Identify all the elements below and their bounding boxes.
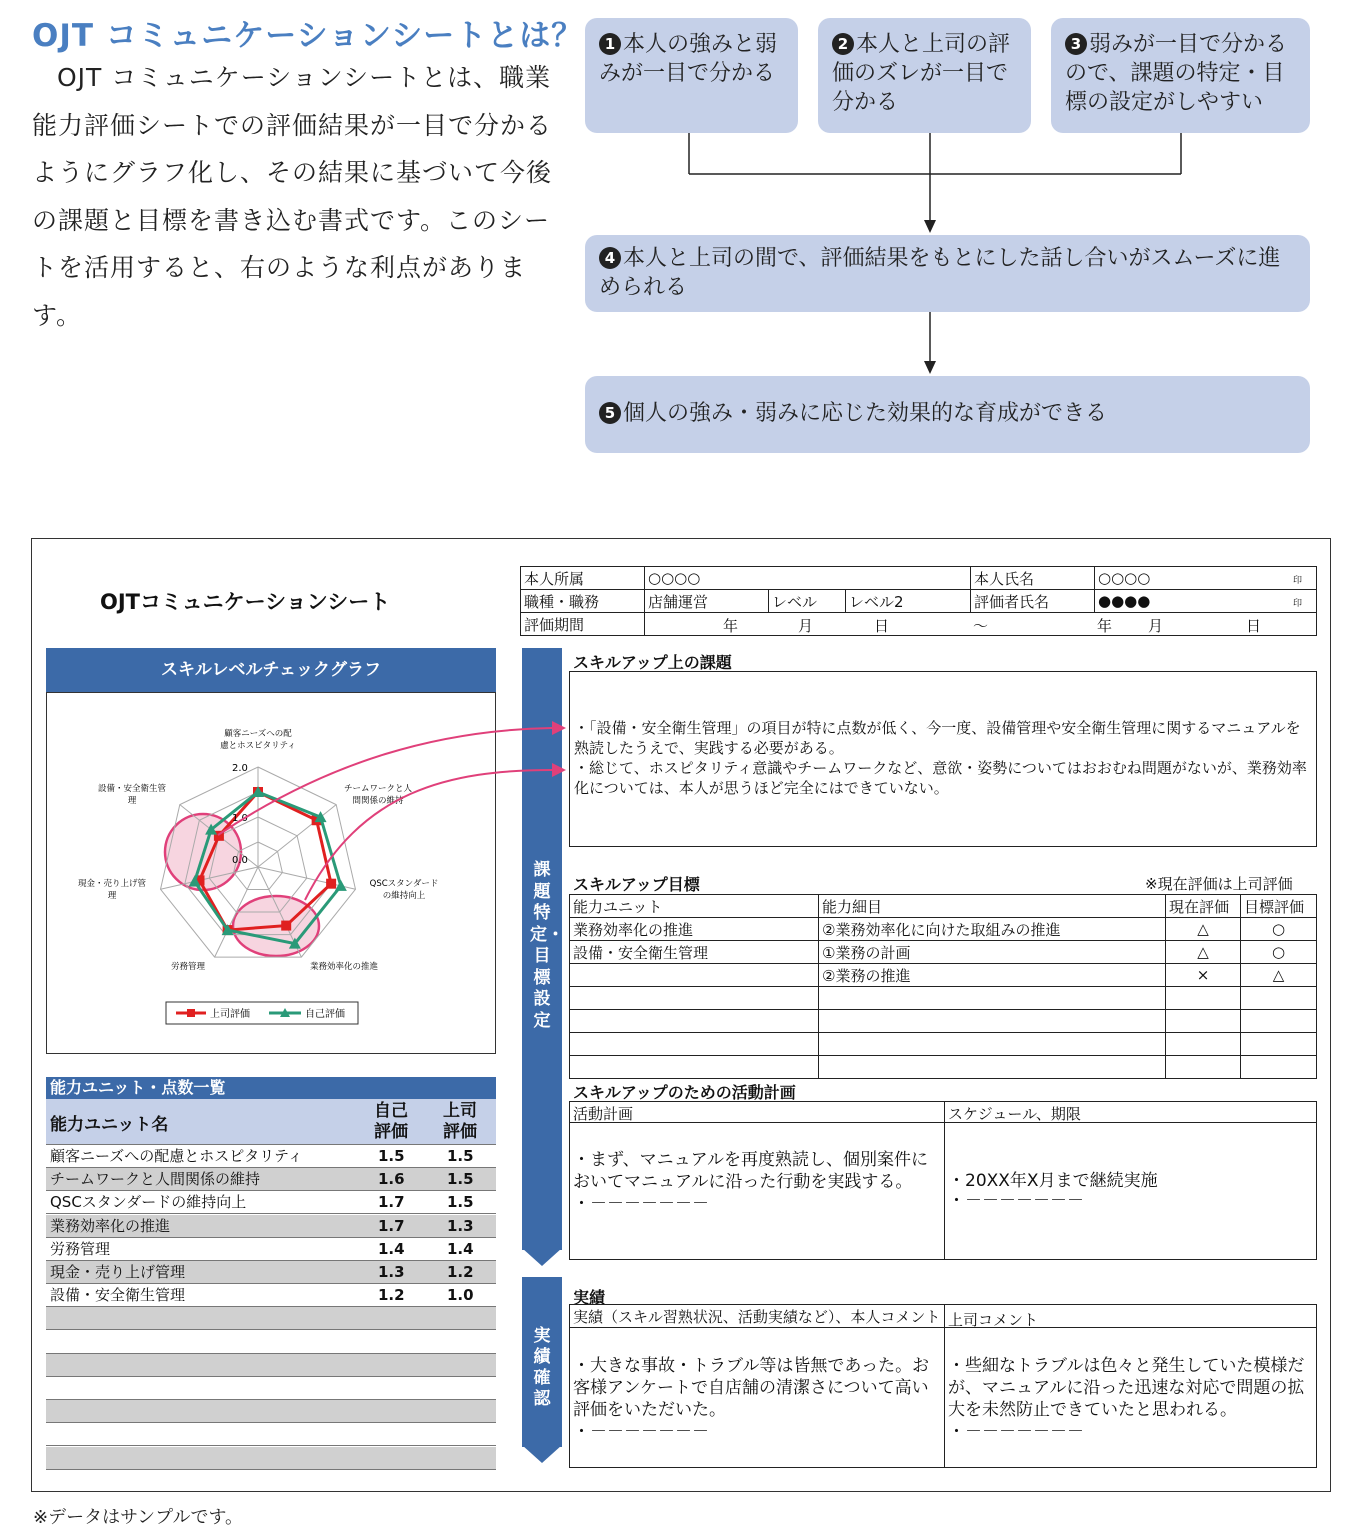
unit-self-score: 1.2 <box>378 1286 405 1305</box>
goals-cell: △ <box>1166 918 1241 941</box>
table-row <box>570 941 1317 964</box>
plan-dash-line: ・－－－－－－－ <box>573 1194 709 1214</box>
goals-cell: △ <box>1241 964 1317 987</box>
goals-cell: △ <box>1166 941 1241 964</box>
goals-cell <box>1241 987 1317 1010</box>
table-row <box>46 1238 496 1261</box>
period-month-from: 月 <box>798 617 814 635</box>
unit-boss-score: 1.5 <box>447 1147 474 1165</box>
table-row <box>570 964 1317 987</box>
unit-name: 顧客ニーズへの配慮とホスピタリティ <box>50 1147 303 1165</box>
unit-boss-score: 1.0 <box>447 1286 474 1305</box>
unit-boss-score: 1.5 <box>447 1193 474 1212</box>
boss-comment-line: ・些細なトラブルは色々と発生していた模様だが、マニュアルに沿った迅速な対応で問題の拡大を未然防止できていたと思われる。 <box>948 1356 1305 1420</box>
unit-name: 業務効率化の推進 <box>50 1216 171 1235</box>
goals-cell: 業務効率化の推進 <box>570 918 819 941</box>
goals-cell <box>819 987 1166 1010</box>
legend-boss-marker <box>187 1009 195 1017</box>
goals-col-detail: 能力細目 <box>819 895 1166 918</box>
goals-cell <box>1166 1010 1241 1033</box>
issues-box <box>569 671 1317 847</box>
number-2-icon: 2 <box>832 33 854 55</box>
goals-cell: ○ <box>1241 941 1317 964</box>
affiliation-value: ○○○○ <box>645 567 971 590</box>
goals-cell: ①業務の計画 <box>819 941 1166 964</box>
goals-cell <box>570 964 819 987</box>
period-year-to: 年 <box>1097 617 1113 635</box>
seal-mark: 印 <box>1292 576 1302 586</box>
unit-name: 現金・売り上げ管理 <box>50 1263 186 1281</box>
radar-axis-label: 労務管理 <box>170 962 206 972</box>
table-row <box>46 1331 496 1354</box>
arrow-down-icon <box>924 361 936 374</box>
plan-text <box>573 1149 933 1215</box>
unit-self-score: 1.5 <box>378 1147 405 1165</box>
unit-boss-score: 1.2 <box>447 1263 474 1281</box>
unit-self-score: 1.3 <box>378 1263 405 1281</box>
result-box <box>569 1304 1317 1468</box>
period-label: 評価期間 <box>521 613 645 636</box>
result-title: 実績 <box>573 1288 606 1307</box>
flow-text-3: 弱みが一目で分かるので、課題の特定・目標の設定がしやすい <box>1065 32 1288 115</box>
boss-dash-line: ・－－－－－－－ <box>948 1422 1084 1442</box>
table-row <box>46 1284 496 1307</box>
seal-mark: 印 <box>1292 599 1302 609</box>
goals-col-target: 目標評価 <box>1241 895 1317 918</box>
unit-self-score: 1.6 <box>378 1170 405 1189</box>
period-month-to: 月 <box>1148 617 1164 635</box>
graph-title: スキルレベルチェックグラフ <box>46 648 496 692</box>
table-row <box>46 1423 496 1446</box>
plan-col-schedule: スケジュール、期限 <box>948 1105 1081 1123</box>
table-row <box>46 1447 496 1470</box>
number-3-icon: 3 <box>1065 33 1087 55</box>
name-value: ○○○○ <box>1098 569 1151 587</box>
goals-col-current: 現在評価 <box>1166 895 1241 918</box>
table-row <box>570 1010 1317 1033</box>
radar-tick-label: 0.0 <box>232 855 248 866</box>
issue-line-1: ・「設備・安全衛生管理」の項目が特に点数が低く、今一度、設備管理や安全衛生管理に関するマニュアルを熟読したうえで、実践する必要がある。 <box>574 719 1301 757</box>
period-tilde: ～ <box>973 617 989 635</box>
goals-cell <box>1166 1033 1241 1056</box>
annotation-arrows <box>0 700 600 960</box>
band-result-label: 実績確認 <box>533 1326 551 1409</box>
plan-box <box>569 1101 1317 1260</box>
schedule-dash-line: ・－－－－－－－ <box>948 1191 1084 1211</box>
legend-self-label: 自己評価 <box>305 1009 345 1020</box>
goals-cell <box>1241 1056 1317 1079</box>
job-value: 店舗運営 <box>645 590 769 613</box>
radar-axis-label: チームワークと人間関係の維持 <box>343 784 413 806</box>
goals-note: ※現在評価は上司評価 <box>1145 875 1293 893</box>
table-row <box>46 1307 496 1330</box>
arrow-right-icon <box>552 721 566 735</box>
table-row <box>46 1354 496 1377</box>
goals-cell <box>1166 987 1241 1010</box>
table-row <box>46 1377 496 1400</box>
number-1-icon: 1 <box>599 33 621 55</box>
result-dash-line: ・－－－－－－－ <box>573 1422 709 1442</box>
flow-text-5: 個人の強み・弱みに応じた効果的な育成ができる <box>623 401 1108 426</box>
table-row <box>46 1145 496 1168</box>
goals-col-unit: 能力ユニット <box>570 895 819 918</box>
boss-comment <box>948 1355 1314 1443</box>
radar-tick-label: 2.0 <box>232 763 248 774</box>
unit-self-score: 1.7 <box>378 1193 405 1212</box>
units-col-self: 自己評価 <box>374 1101 408 1142</box>
issue-line-2: ・総じて、ホスピタリティ意識やチームワークなど、意欲・姿勢についてはおおむね問題がないが、業務効率化については、本人が思うほど完全にはできていない。 <box>574 759 1307 797</box>
evaluator-value: ●●●● <box>1098 592 1151 610</box>
legend-boss-label: 上司評価 <box>210 1009 250 1020</box>
job-label: 職種・職務 <box>521 590 645 613</box>
flow-text-4: 本人と上司の間で、評価結果をもとにした話し合いがスムーズに進められる <box>599 246 1281 300</box>
intro-body: OJT コミュニケーションシートとは、職業能力評価シートでの評価結果が一目で分かるようにグラフ化し、その結果に基づいて今後の課題と目標を書き込む書式です。このシートを活用すると、右のような利点があります。 <box>32 63 553 330</box>
units-title: 能力ユニット・点数一覧 <box>46 1077 496 1099</box>
footnote: ※データはサンプルです。 <box>33 1507 244 1528</box>
band-arrow-icon <box>522 1445 562 1465</box>
result-col-boss: 上司コメント <box>948 1311 1039 1329</box>
goals-cell <box>1166 1056 1241 1079</box>
table-row <box>570 918 1317 941</box>
schedule-text <box>948 1171 1308 1211</box>
goals-cell <box>1241 1010 1317 1033</box>
radar-axis-label: QSCスタンダードの維持向上 <box>369 879 439 901</box>
goals-cell <box>570 1010 819 1033</box>
flow-text-2: 本人と上司の評価のズレが一目で分かる <box>832 32 1011 115</box>
goals-table <box>569 894 1317 1079</box>
unit-name: チームワークと人間関係の維持 <box>50 1170 261 1189</box>
schedule-text-line: ・20XX年X月まで継続実施 <box>948 1171 1158 1191</box>
radar-axis-label: 設備・安全衛生管理 <box>97 784 167 806</box>
goals-cell <box>819 1033 1166 1056</box>
goals-title: スキルアップ目標 <box>573 875 700 894</box>
band-goal-label: 課題特定・目標設定 <box>530 860 564 1031</box>
table-row <box>46 1191 496 1214</box>
plan-title: スキルアップのための活動計画 <box>573 1083 796 1102</box>
units-header <box>46 1099 496 1145</box>
goals-cell <box>570 987 819 1010</box>
period-day-from: 日 <box>874 617 890 635</box>
name-label: 本人氏名 <box>971 567 1095 590</box>
radar-axis-label: 現金・売り上げ管理 <box>77 879 147 901</box>
goals-cell <box>819 1056 1166 1079</box>
table-row <box>570 987 1317 1010</box>
plan-col-activity: 活動計画 <box>573 1105 634 1123</box>
level-label: レベル <box>769 590 846 613</box>
radar-axis-label: 業務効率化の推進 <box>309 962 379 972</box>
goals-cell: ②業務の推進 <box>819 964 1166 987</box>
name-cell <box>1095 567 1317 590</box>
table-row <box>46 1168 496 1191</box>
evaluator-label: 評価者氏名 <box>971 590 1095 613</box>
table-row <box>570 1033 1317 1056</box>
radar-axis-label: 顧客ニーズへの配慮とホスピタリティ <box>220 729 296 751</box>
affiliation-label: 本人所属 <box>521 567 645 590</box>
period-cell <box>645 613 1317 636</box>
plan-text-line: ・まず、マニュアルを再度熟読し、個別案件においてマニュアルに沿った行動を実践する。 <box>573 1150 928 1192</box>
units-col-boss: 上司評価 <box>443 1101 477 1142</box>
goals-cell <box>1241 1033 1317 1056</box>
period-year-from: 年 <box>723 617 739 635</box>
goals-cell: ②業務効率化に向けた取組みの推進 <box>819 918 1166 941</box>
result-text-line: ・大きな事故・トラブル等は皆無であった。お客様アンケートで自店舗の清潔さについて高い評価をいただいた。 <box>573 1356 930 1420</box>
goals-cell: × <box>1166 964 1241 987</box>
unit-self-score: 1.4 <box>378 1239 405 1258</box>
sheet-title: OJTコミュニケーションシート <box>100 590 391 614</box>
goals-cell: ○ <box>1241 918 1317 941</box>
period-day-to: 日 <box>1246 617 1262 635</box>
goals-cell <box>819 1010 1166 1033</box>
unit-name: 設備・安全衛生管理 <box>50 1286 186 1305</box>
radar-tick-label: 1.0 <box>232 813 248 824</box>
unit-name: QSCスタンダードの維持向上 <box>50 1193 247 1212</box>
goals-cell <box>570 1056 819 1079</box>
level-value: レベル2 <box>846 590 971 613</box>
table-row <box>46 1261 496 1284</box>
unit-name: 労務管理 <box>50 1239 111 1258</box>
arrow-down-icon <box>924 220 936 233</box>
sheet-header-table <box>520 566 1317 636</box>
intro-title: OJT コミュニケーションシートとは？ <box>32 18 584 54</box>
table-row <box>46 1400 496 1423</box>
flow-connectors <box>0 0 1352 540</box>
table-row <box>570 1056 1317 1079</box>
issues-title: スキルアップ上の課題 <box>573 653 732 672</box>
result-col-self: 実績（スキル習熟状況、活動実績など）、本人コメント <box>573 1308 941 1326</box>
goals-cell: 設備・安全衛生管理 <box>570 941 819 964</box>
unit-boss-score: 1.5 <box>447 1170 474 1189</box>
goals-cell <box>570 1033 819 1056</box>
flow-text-1: 本人の強みと弱みが一目で分かる <box>599 32 778 86</box>
unit-boss-score: 1.3 <box>447 1216 474 1235</box>
arrow-right-icon <box>552 763 566 777</box>
units-col-name: 能力ユニット名 <box>50 1115 169 1135</box>
table-row <box>46 1215 496 1238</box>
unit-boss-score: 1.4 <box>447 1239 474 1258</box>
number-4-icon: 4 <box>599 247 621 269</box>
band-arrow-icon <box>522 1248 562 1268</box>
legend <box>166 1002 358 1024</box>
unit-self-score: 1.7 <box>378 1216 405 1235</box>
evaluator-cell <box>1095 590 1317 613</box>
number-5-icon: 5 <box>599 402 621 424</box>
result-text <box>573 1355 941 1443</box>
